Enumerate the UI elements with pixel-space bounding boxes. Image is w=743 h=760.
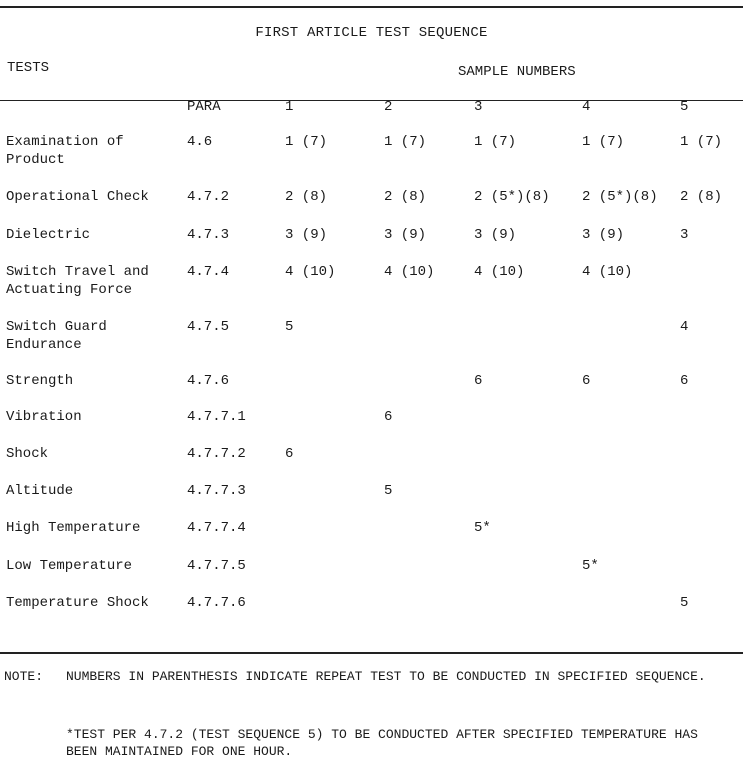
column-header-sample-5: 5 — [680, 99, 689, 115]
para-value: 4.6 — [187, 134, 213, 150]
sample-4-value: 1 (7) — [582, 134, 625, 150]
test-name-line: Endurance — [6, 337, 82, 353]
sample-2-value: 3 (9) — [384, 227, 427, 243]
header-rule — [0, 100, 743, 101]
sample-5-value: 5 — [680, 595, 689, 611]
sample-5-value: 3 — [680, 227, 689, 243]
test-name — [6, 445, 48, 463]
column-header-sample-4: 4 — [582, 99, 591, 115]
sample-1-value: 2 (8) — [285, 189, 328, 205]
bottom-rule — [0, 652, 743, 654]
para-value: 4.7.7.1 — [187, 409, 246, 425]
para-value: 4.7.7.4 — [187, 520, 246, 536]
sample-4-value: 2 (5*)(8) — [582, 189, 658, 205]
test-name — [6, 263, 149, 299]
para-value: 4.7.7.6 — [187, 595, 246, 611]
test-name — [6, 482, 73, 500]
test-name — [6, 557, 132, 575]
test-name-line: High Temperature — [6, 520, 141, 536]
para-value: 4.7.5 — [187, 319, 230, 335]
sample-numbers-header: SAMPLE NUMBERS — [458, 64, 576, 80]
sample-4-value: 6 — [582, 373, 591, 389]
test-name — [6, 188, 149, 206]
note-paragraph: NUMBERS IN PARENTHESIS INDICATE REPEAT TEST TO BE CONDUCTED IN SPECIFIED SEQUENCE. — [66, 669, 706, 684]
test-name-line: Operational Check — [6, 189, 149, 205]
test-name-line: Vibration — [6, 409, 82, 425]
sample-2-value: 5 — [384, 483, 393, 499]
column-header-sample-1: 1 — [285, 99, 294, 115]
para-value: 4.7.4 — [187, 264, 230, 280]
test-name-line: Actuating Force — [6, 282, 133, 298]
test-name — [6, 226, 90, 244]
test-name-line: Switch Guard — [6, 319, 107, 335]
top-rule — [0, 6, 743, 8]
test-name-line: Strength — [6, 373, 74, 389]
test-name — [6, 594, 149, 612]
sample-3-value: 1 (7) — [474, 134, 517, 150]
para-value: 4.7.7.2 — [187, 446, 246, 462]
note-label: NOTE: — [4, 669, 44, 684]
para-value: 4.7.7.5 — [187, 558, 246, 574]
test-name — [6, 318, 107, 354]
sample-2-value: 1 (7) — [384, 134, 427, 150]
sample-4-value: 5* — [582, 558, 599, 574]
para-value: 4.7.2 — [187, 189, 230, 205]
column-header-para: PARA — [187, 99, 221, 115]
sample-2-value: 2 (8) — [384, 189, 427, 205]
sample-1-value: 6 — [285, 446, 294, 462]
sample-3-value: 6 — [474, 373, 483, 389]
sample-3-value: 5* — [474, 520, 491, 536]
test-name — [6, 372, 73, 390]
sample-5-value: 2 (8) — [680, 189, 723, 205]
test-name-line: Shock — [6, 446, 49, 462]
note-paragraph: *TEST PER 4.7.2 (TEST SEQUENCE 5) TO BE CONDUCTED AFTER SPECIFIED TEMPERATURE HAS BEEN MAINTAINED FOR ONE HOUR. — [66, 727, 698, 759]
column-header-sample-3: 3 — [474, 99, 483, 115]
test-name-line: Examination of — [6, 134, 124, 150]
sample-5-value: 1 (7) — [680, 134, 723, 150]
test-name-line: Altitude — [6, 483, 74, 499]
sample-4-value: 3 (9) — [582, 227, 625, 243]
test-name — [6, 133, 124, 169]
sample-4-value: 4 (10) — [582, 264, 633, 280]
sample-2-value: 4 (10) — [384, 264, 435, 280]
sample-1-value: 5 — [285, 319, 294, 335]
sample-3-value: 2 (5*)(8) — [474, 189, 550, 205]
para-value: 4.7.7.3 — [187, 483, 246, 499]
para-value: 4.7.3 — [187, 227, 230, 243]
test-name-line: Low Temperature — [6, 558, 133, 574]
test-name-line: Product — [6, 152, 65, 168]
sample-1-value: 3 (9) — [285, 227, 328, 243]
sample-2-value: 6 — [384, 409, 393, 425]
test-name-line: Temperature Shock — [6, 595, 149, 611]
test-name-line: Dielectric — [6, 227, 91, 243]
para-value: 4.7.6 — [187, 373, 230, 389]
sample-3-value: 4 (10) — [474, 264, 525, 280]
sample-1-value: 1 (7) — [285, 134, 328, 150]
sample-3-value: 3 (9) — [474, 227, 517, 243]
sample-5-value: 4 — [680, 319, 689, 335]
sample-1-value: 4 (10) — [285, 264, 336, 280]
test-name — [6, 408, 82, 426]
column-header-sample-2: 2 — [384, 99, 393, 115]
sample-5-value: 6 — [680, 373, 689, 389]
test-name-line: Switch Travel and — [6, 264, 149, 280]
tests-header: TESTS — [7, 60, 50, 76]
test-name — [6, 519, 140, 537]
page-title: FIRST ARTICLE TEST SEQUENCE — [255, 25, 488, 41]
